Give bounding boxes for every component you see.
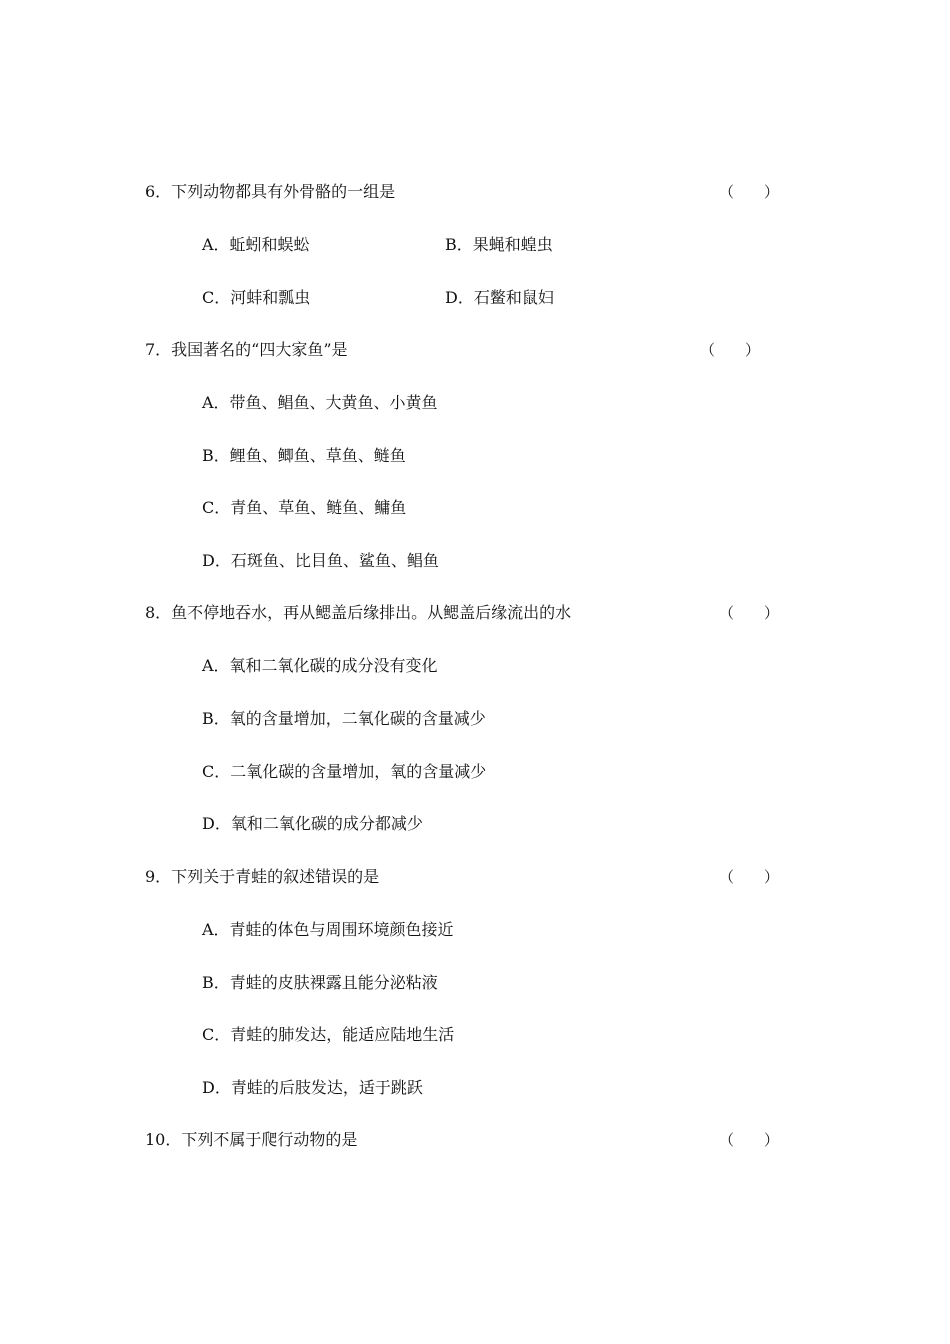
- question-7-option-b: B．鲤鱼、鲫鱼、草鱼、鲢鱼: [202, 446, 406, 465]
- question-9-answer-paren: （ ）: [719, 868, 780, 886]
- question-9-option-c: C．青蛙的肺发达，能适应陆地生活: [202, 1025, 455, 1044]
- question-6-option-a: A．蚯蚓和蜈蚣: [202, 235, 310, 254]
- question-8-option-d: D．氧和二氧化碳的成分都减少: [202, 814, 423, 833]
- question-10-answer-paren: （ ）: [719, 1131, 780, 1149]
- question-7-option-c: C．青鱼、草鱼、鲢鱼、鳙鱼: [202, 498, 407, 517]
- question-7-option-a: A．带鱼、鲳鱼、大黄鱼、小黄鱼: [202, 393, 438, 412]
- question-8-option-c: C．二氧化碳的含量增加，氧的含量减少: [202, 762, 487, 781]
- question-10-stem: 10．下列不属于爬行动物的是: [145, 1130, 358, 1149]
- question-6-stem: 6．下列动物都具有外骨骼的一组是: [145, 182, 396, 201]
- question-8-option-a: A．氧和二氧化碳的成分没有变化: [202, 656, 438, 675]
- question-9-option-a: A．青蛙的体色与周围环境颜色接近: [202, 920, 454, 939]
- question-8-answer-paren: （ ）: [719, 604, 780, 622]
- question-6-option-d: D．石鳖和鼠妇: [445, 288, 554, 307]
- question-9-stem: 9．下列关于青蛙的叙述错误的是: [145, 867, 380, 886]
- question-7-stem: 7．我国著名的“四大家鱼”是: [145, 340, 348, 359]
- question-6-answer-paren: （ ）: [719, 183, 780, 201]
- question-8-option-b: B．氧的含量增加，二氧化碳的含量减少: [202, 709, 486, 728]
- question-8-stem: 8．鱼不停地吞水，再从鳃盖后缘排出。从鳃盖后缘流出的水: [145, 603, 572, 622]
- question-9-option-d: D．青蛙的后肢发达，适于跳跃: [202, 1078, 423, 1097]
- question-7-answer-paren: （ ）: [700, 341, 761, 359]
- question-6-option-b: B．果蝇和蝗虫: [445, 235, 553, 254]
- question-7-option-d: D．石斑鱼、比目鱼、鲨鱼、鲳鱼: [202, 551, 439, 570]
- question-9-option-b: B．青蛙的皮肤裸露且能分泌粘液: [202, 973, 438, 992]
- question-6-option-c: C．河蚌和瓢虫: [202, 288, 311, 307]
